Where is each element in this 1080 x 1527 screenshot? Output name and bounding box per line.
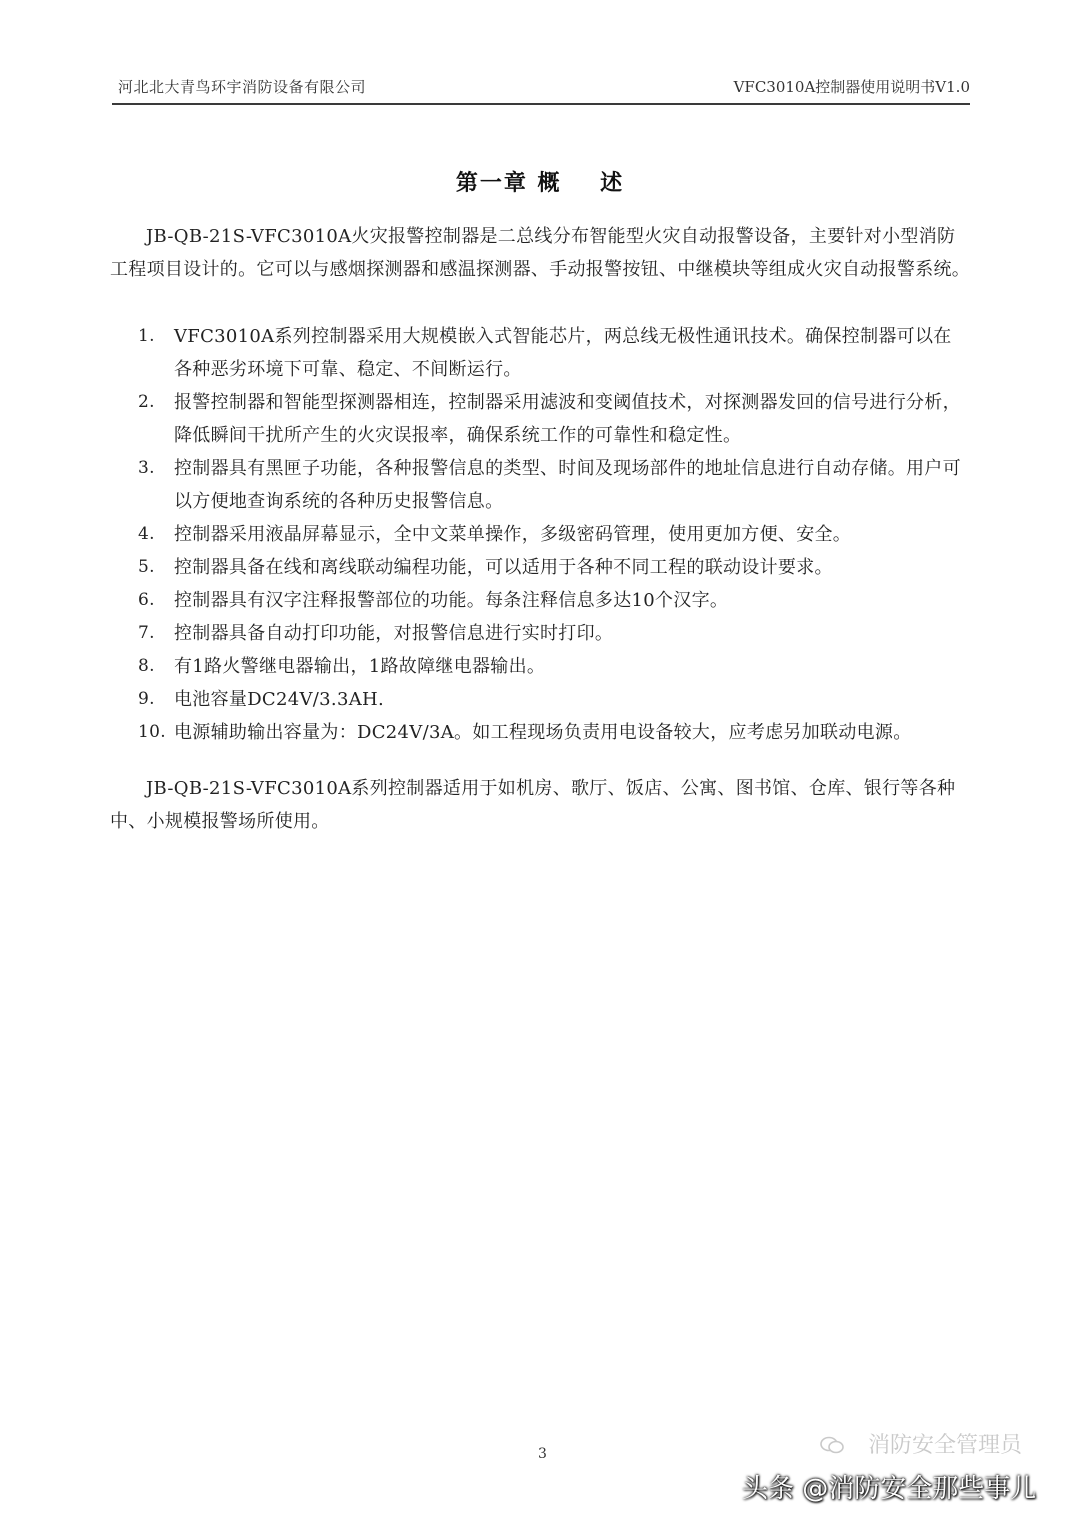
list-item bbox=[138, 584, 968, 617]
page-number: 3 bbox=[538, 1446, 547, 1462]
wechat-icon bbox=[820, 1436, 844, 1454]
list-item bbox=[138, 320, 968, 386]
list-item bbox=[138, 551, 968, 584]
list-item-number: 6. bbox=[138, 590, 155, 610]
list-item-text: 有1路火警继电器输出，1路故障继电器输出。 bbox=[174, 656, 546, 677]
list-item-text: 控制器具备在线和离线联动编程功能，可以适用于各种不同工程的联动设计要求。 bbox=[174, 557, 833, 578]
chapter-title: 第一章 概 述 bbox=[455, 170, 625, 196]
list-item-text: VFC3010A系列控制器采用大规模嵌入式智能芯片，两总线无极性通讯技术。确保控制器可以在各种恶劣环境下可靠、稳定、不间断运行。 bbox=[174, 326, 952, 380]
list-item-text: 控制器具有汉字注释报警部位的功能。每条注释信息多达10个汉字。 bbox=[174, 590, 729, 611]
list-item-number: 5. bbox=[138, 557, 155, 577]
list-item-text: 报警控制器和智能型探测器相连，控制器采用滤波和变阈值技术，对探测器发回的信号进行分析，降低瞬间干扰所产生的火灾误报率，确保系统工作的可靠性和稳定性。 bbox=[174, 392, 961, 446]
list-item-number: 2. bbox=[138, 392, 155, 412]
list-item bbox=[138, 683, 968, 716]
list-item-text: 控制器具有黑匣子功能，各种报警信息的类型、时间及现场部件的地址信息进行自动存储。用户可以方便地查询系统的各种历史报警信息。 bbox=[174, 458, 961, 512]
list-item bbox=[138, 716, 968, 749]
list-item bbox=[138, 650, 968, 683]
list-item bbox=[138, 386, 968, 452]
usage-paragraph: JB-QB-21S-VFC3010A系列控制器适用于如机房、歌厅、饭店、公寓、图书馆、仓库、银行等各种中、小规模报警场所使用。 bbox=[110, 778, 956, 832]
intro-paragraph: JB-QB-21S-VFC3010A火灾报警控制器是二总线分布智能型火灾自动报警设备，主要针对小型消防工程项目设计的。它可以与感烟探测器和感温探测器、手动报警按钮、中继模块等组成火灾自动报警系统。 bbox=[110, 226, 971, 280]
list-item-text: 控制器具备自动打印功能，对报警信息进行实时打印。 bbox=[174, 623, 614, 644]
list-item-number: 1. bbox=[138, 326, 155, 346]
list-item-text: 控制器采用液晶屏幕显示，全中文菜单操作，多级密码管理，使用更加方便、安全。 bbox=[174, 524, 852, 545]
list-item-number: 3. bbox=[138, 458, 155, 478]
list-item-number: 7. bbox=[138, 623, 155, 643]
list-item-number: 4. bbox=[138, 524, 155, 544]
list-item-number: 8. bbox=[138, 656, 155, 676]
document-title: VFC3010A控制器使用说明书V1.0 bbox=[733, 78, 970, 96]
list-item bbox=[138, 617, 968, 650]
list-item-text: 电源辅助输出容量为：DC24V/3A。如工程现场负责用电设备较大，应考虑另加联动电源。 bbox=[174, 722, 912, 743]
watermark-text: 消防安全管理员 bbox=[868, 1433, 1023, 1458]
list-item bbox=[138, 452, 968, 518]
list-item-number: 9. bbox=[138, 689, 155, 709]
page-header bbox=[118, 76, 970, 100]
header-divider bbox=[112, 103, 970, 105]
list-item-text: 电池容量DC24V/3.3AH. bbox=[174, 689, 385, 710]
source-attribution: 头条 @消防安全那些事儿 bbox=[742, 1474, 1037, 1504]
list-item bbox=[138, 518, 968, 551]
feature-list bbox=[138, 320, 968, 749]
watermark bbox=[820, 1428, 1060, 1458]
list-item-number: 10. bbox=[138, 722, 166, 742]
company-name: 河北北大青鸟环宇消防设备有限公司 bbox=[118, 78, 367, 96]
